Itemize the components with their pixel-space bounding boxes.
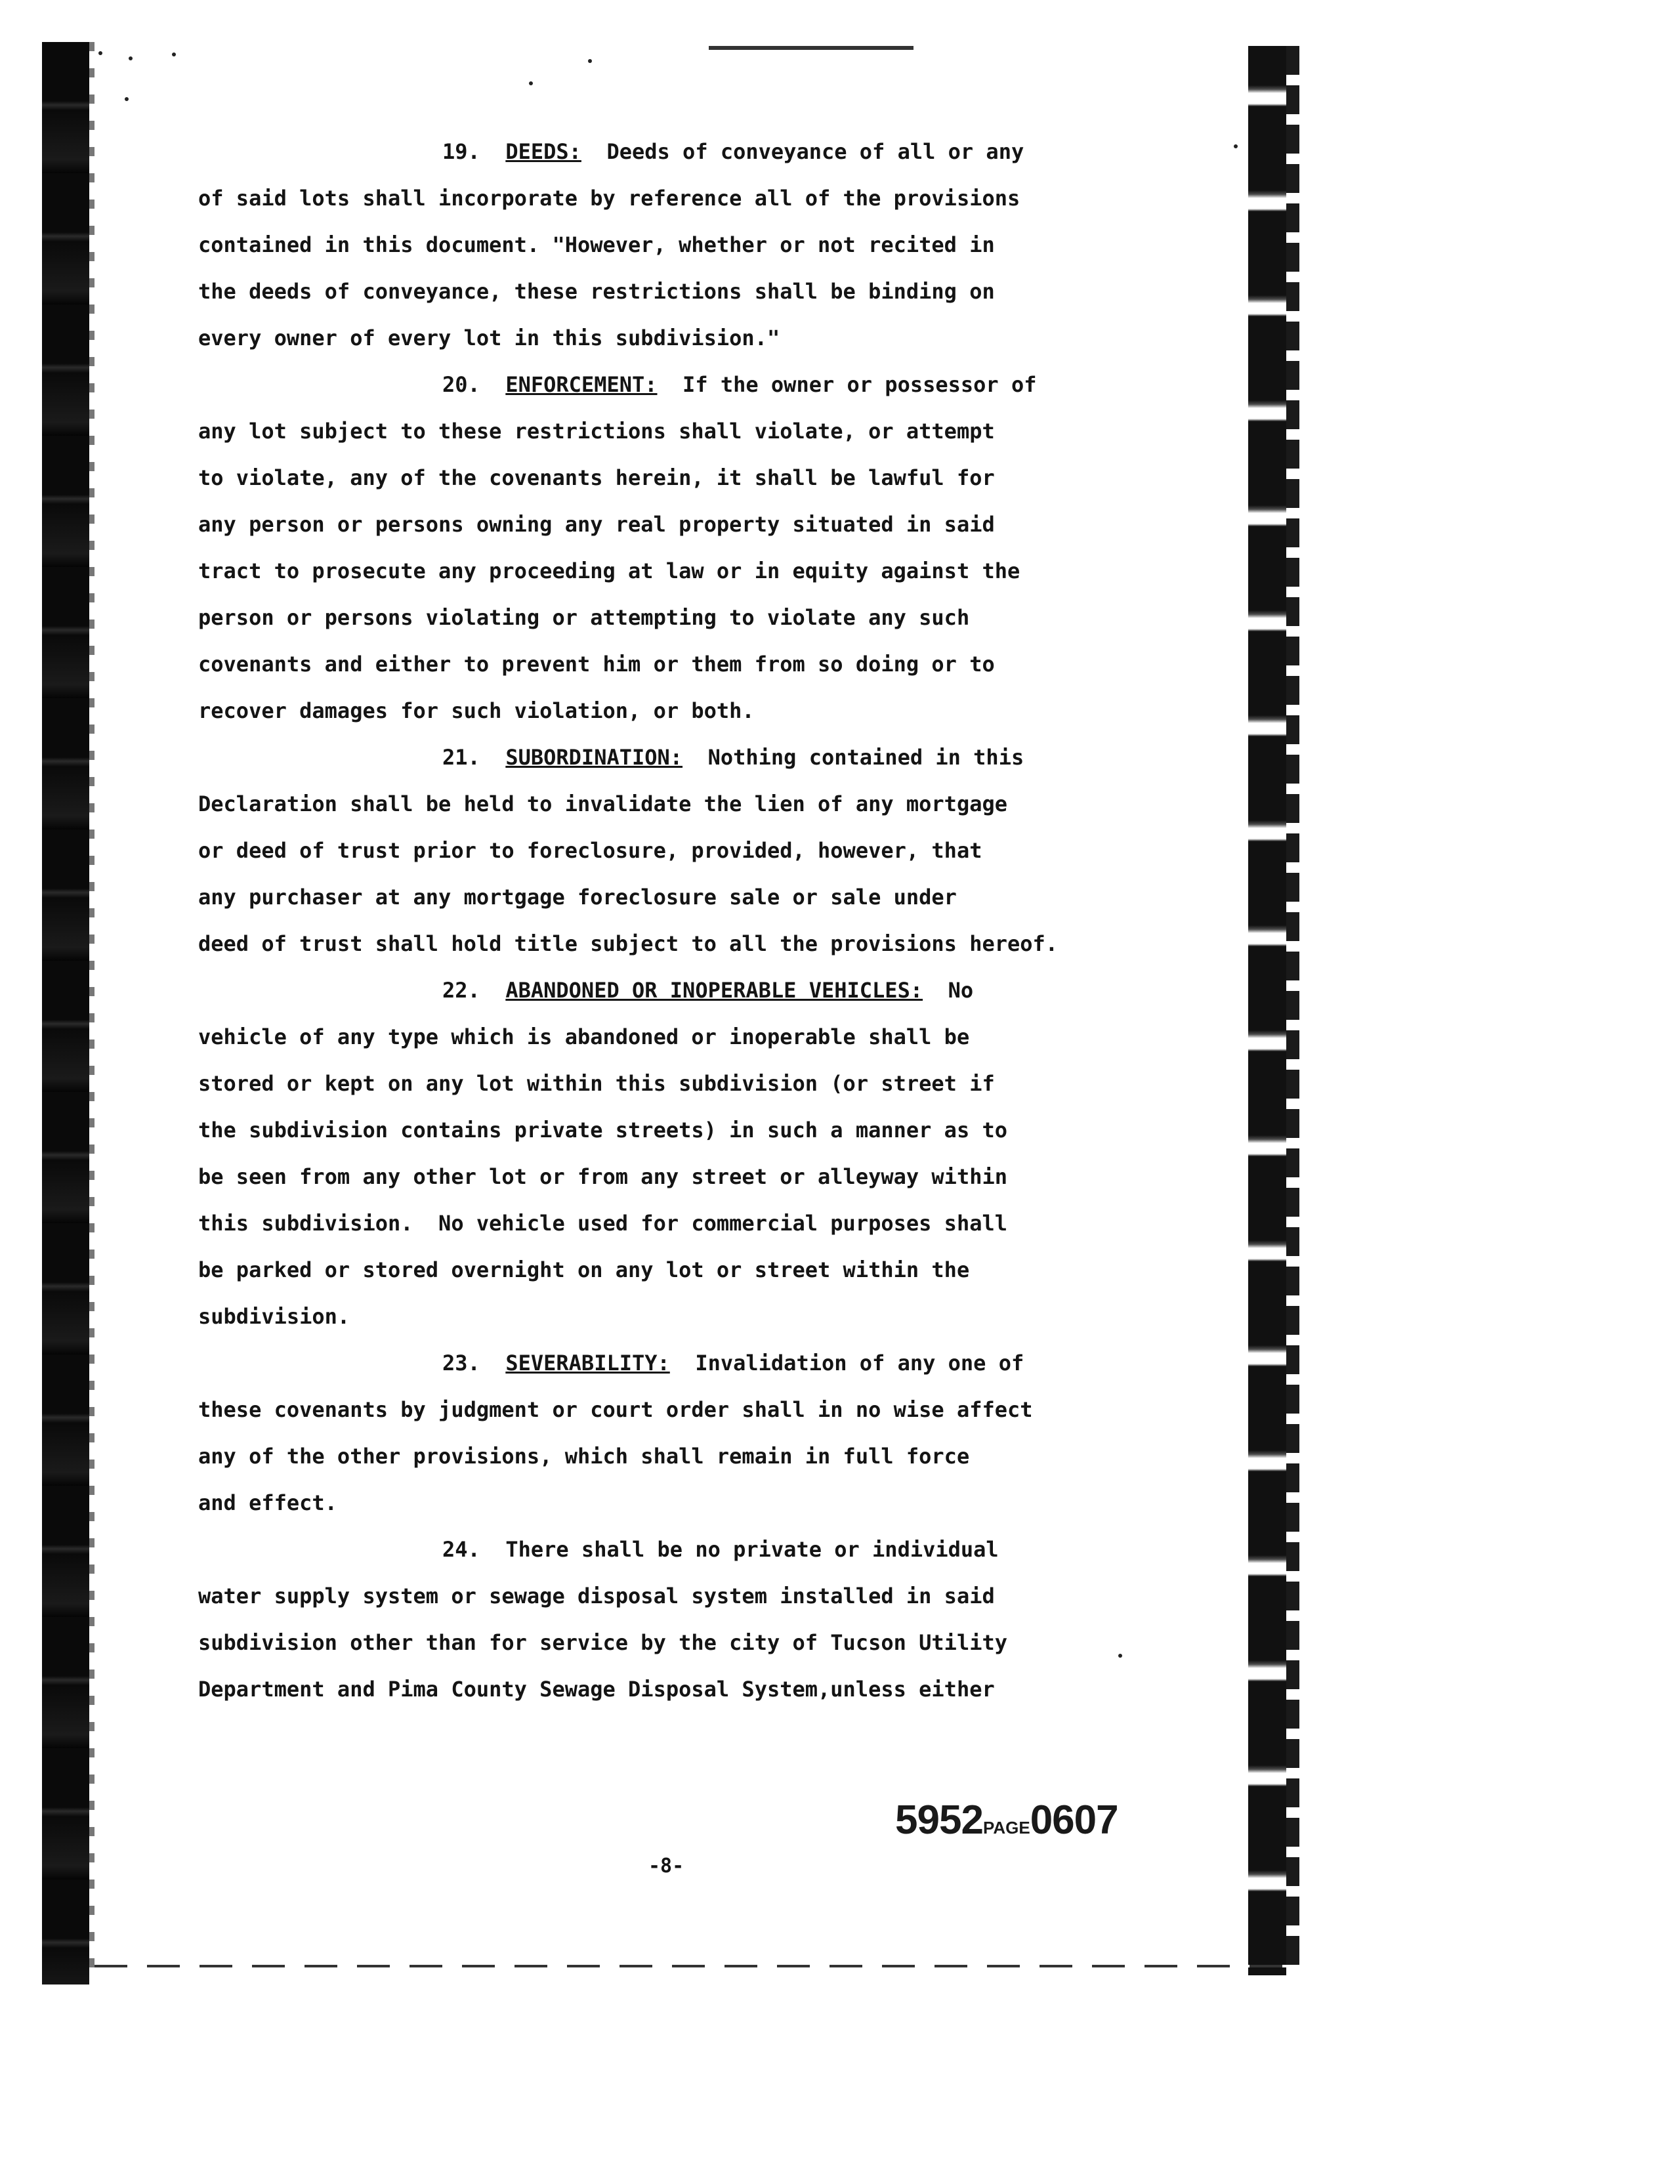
book-page-stamp — [895, 1797, 1118, 1843]
section-text: Invalidation of any one of — [695, 1351, 1024, 1376]
body-line: these covenants by judgment or court order shall in no wise affect — [198, 1397, 1033, 1422]
section-text: If the owner or possessor of — [682, 372, 1037, 397]
section-number: 22. — [442, 978, 480, 1003]
page-number: -8- — [648, 1855, 684, 1878]
body-line: any of the other provisions, which shall remain in full force — [198, 1444, 970, 1469]
scan-top-rule — [709, 46, 914, 50]
body-line: the subdivision contains private streets) in such a manner as to — [198, 1118, 1007, 1143]
section-text: There shall be no private or individual — [505, 1537, 999, 1562]
body-line: contained in this document. "However, whether or not recited in — [198, 232, 995, 257]
body-line: and effect. — [198, 1490, 337, 1515]
section-number: 21. — [442, 745, 480, 770]
body-line: vehicle of any type which is abandoned or inoperable shall be — [198, 1024, 970, 1049]
book-page-number: 0607 — [1030, 1797, 1118, 1843]
section-number: 23. — [442, 1351, 480, 1376]
section-heading: SUBORDINATION: — [505, 745, 683, 770]
section-heading: SEVERABILITY: — [505, 1351, 670, 1376]
body-line: be seen from any other lot or from any street or alleyway within — [198, 1164, 1007, 1189]
section-first-line — [198, 734, 1209, 781]
section-text: Nothing contained in this — [707, 745, 1024, 770]
section-first-line — [198, 1340, 1209, 1387]
body-line: stored or kept on any lot within this subdivision (or street if — [198, 1071, 995, 1096]
body-line: deed of trust shall hold title subject to all the provisions hereof. — [198, 931, 1059, 956]
section-text: No — [948, 978, 974, 1003]
section-number: 24. — [442, 1537, 480, 1562]
body-line: tract to prosecute any proceeding at law or in equity against the — [198, 558, 1020, 583]
body-line: the deeds of conveyance, these restrictions shall be binding on — [198, 279, 995, 304]
body-line: water supply system or sewage disposal system installed in said — [198, 1584, 995, 1608]
scan-speck — [129, 56, 133, 60]
body-line: to violate, any of the covenants herein, it shall be lawful for — [198, 465, 995, 490]
scan-speck — [125, 97, 129, 101]
body-line: of said lots shall incorporate by reference all of the provisions — [198, 186, 1020, 211]
section-heading: DEEDS: — [505, 139, 581, 164]
scan-speck — [529, 81, 533, 85]
section-number: 20. — [442, 372, 480, 397]
section-first-line — [198, 1526, 1209, 1573]
book-number: 5952 — [895, 1797, 983, 1843]
body-line: covenants and either to prevent him or them from so doing or to — [198, 652, 995, 677]
section-heading: ABANDONED OR INOPERABLE VEHICLES: — [505, 978, 923, 1003]
body-line: subdivision. — [198, 1304, 350, 1329]
page-word: PAGE — [982, 1818, 1030, 1838]
body-line: be parked or stored overnight on any lot or street within the — [198, 1257, 970, 1282]
body-line: any person or persons owning any real property situated in said — [198, 512, 995, 537]
body-line: every owner of every lot in this subdivision." — [198, 326, 780, 350]
section-text: Deeds of conveyance of all or any — [606, 139, 1024, 164]
body-line: person or persons violating or attempting to violate any such — [198, 605, 970, 630]
body-line: any purchaser at any mortgage foreclosure sale or sale under — [198, 885, 957, 910]
scan-speck — [98, 51, 102, 55]
scan-speck — [588, 59, 592, 63]
scan-edge-left — [42, 42, 89, 1984]
scan-speck — [1234, 144, 1238, 148]
scan-edge-bottom — [94, 1965, 1292, 1967]
section-heading: ENFORCEMENT: — [505, 372, 658, 397]
scan-edge-left-inner — [89, 42, 94, 1984]
body-line: subdivision other than for service by the city of Tucson Utility — [198, 1630, 1007, 1655]
body-line: Department and Pima County Sewage Disposal System,unless either — [198, 1677, 995, 1702]
section-first-line — [198, 129, 1209, 175]
body-line: or deed of trust prior to foreclosure, provided, however, that — [198, 838, 982, 863]
body-line: Declaration shall be held to invalidate the lien of any mortgage — [198, 791, 1007, 816]
body-line: this subdivision. No vehicle used for commercial purposes shall — [198, 1211, 1007, 1236]
body-line: any lot subject to these restrictions shall violate, or attempt — [198, 419, 995, 444]
section-first-line — [198, 967, 1209, 1014]
body-line: recover damages for such violation, or both. — [198, 698, 755, 723]
scan-edge-right-inner — [1286, 46, 1299, 1975]
section-first-line — [198, 362, 1209, 408]
document-body — [198, 129, 1209, 1713]
section-number: 19. — [442, 139, 480, 164]
scan-speck — [172, 52, 176, 56]
